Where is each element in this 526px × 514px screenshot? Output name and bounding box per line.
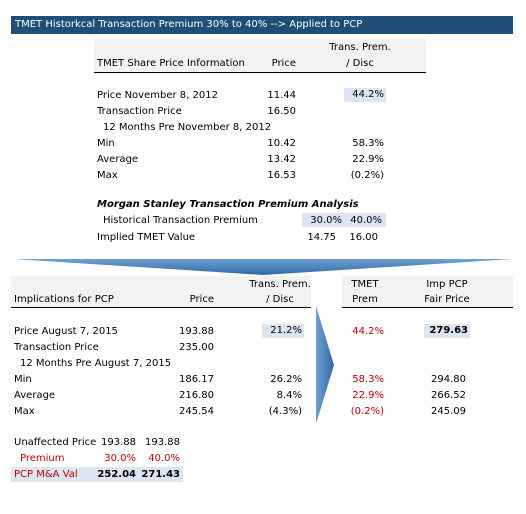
bottom-header-price: Price bbox=[189, 294, 214, 305]
hist-premium-label: Historical Transaction Premium bbox=[103, 215, 258, 226]
unaffected-price-high: 193.88 bbox=[145, 437, 180, 448]
bottom-row-prem: (4.3%) bbox=[268, 406, 302, 417]
bottom-row-price: 186.17 bbox=[179, 374, 214, 385]
bottom-row-label: Min bbox=[14, 374, 32, 385]
bottom-row-price: 245.54 bbox=[179, 406, 214, 417]
bottom-row-prem-highlight: 21.2% bbox=[262, 324, 304, 338]
bottom-row-imp: 245.09 bbox=[431, 406, 466, 417]
top-row-price: 13.42 bbox=[267, 154, 296, 165]
top-row-label: Price November 8, 2012 bbox=[97, 90, 218, 101]
bottom-header-label: Implications for PCP bbox=[14, 294, 114, 305]
top-row-price: 11.44 bbox=[267, 90, 296, 101]
top-row-prem-highlight: 44.2% bbox=[344, 88, 386, 102]
top-header-rule bbox=[94, 72, 426, 73]
bottom-row-price: 193.88 bbox=[179, 326, 214, 337]
right-chevron-arrow bbox=[312, 306, 338, 424]
bottom-row-imp: 294.80 bbox=[431, 374, 466, 385]
top-row-label: Transaction Price bbox=[97, 106, 182, 117]
top-row-price: 16.50 bbox=[267, 106, 296, 117]
title-bar: TMET Historkcal Transaction Premium 30% to 40% --> Applied to PCP bbox=[11, 16, 513, 34]
top-row-label: Max bbox=[97, 170, 118, 181]
bottom-row-label: Transaction Price bbox=[14, 342, 99, 353]
mna-value-high: 271.43 bbox=[141, 469, 180, 480]
implied-value-low: 14.75 bbox=[307, 232, 336, 243]
bottom-row-label: Average bbox=[14, 390, 56, 401]
bottom-row-imp-highlight: 279.63 bbox=[424, 324, 470, 338]
bottom-row-prem: 8.4% bbox=[276, 390, 302, 401]
unaffected-price-label: Unaffected Price bbox=[14, 437, 97, 448]
implied-value-label: Implied TMET Value bbox=[97, 232, 196, 243]
premium-low: 30.0% bbox=[104, 453, 136, 464]
top-row-price: 16.53 bbox=[267, 170, 296, 181]
bottom-header-tmet-1: TMET bbox=[351, 279, 379, 290]
top-row-label: 12 Months Pre November 8, 2012 bbox=[103, 122, 272, 133]
bottom-header-rule bbox=[11, 307, 311, 308]
bottom-row-imp: 266.52 bbox=[431, 390, 466, 401]
mna-value-low: 252.04 bbox=[97, 469, 136, 480]
unaffected-price-low: 193.88 bbox=[101, 437, 136, 448]
bottom-row-tmet: 44.2% bbox=[352, 326, 384, 337]
hist-premium-low: 30.0% bbox=[310, 215, 342, 226]
bottom-header-imp-2: Fair Price bbox=[424, 294, 470, 305]
bottom-row-label: Max bbox=[14, 406, 35, 417]
top-row-price: 10.42 bbox=[267, 138, 296, 149]
hist-premium-high: 40.0% bbox=[350, 215, 382, 226]
down-chevron-arrow bbox=[13, 255, 513, 277]
premium-high: 40.0% bbox=[148, 453, 180, 464]
top-row-prem: (0.2%) bbox=[350, 170, 384, 181]
bottom-header-prem-1: Trans. Prem. bbox=[249, 279, 311, 290]
implied-value-high: 16.00 bbox=[349, 232, 378, 243]
top-row-label: Average bbox=[97, 154, 139, 165]
bottom-row-price: 216.80 bbox=[179, 390, 214, 401]
top-row-label: Min bbox=[97, 138, 115, 149]
top-row-prem: 22.9% bbox=[352, 154, 384, 165]
bottom-row-tmet: 22.9% bbox=[352, 390, 384, 401]
top-row-prem: 58.3% bbox=[352, 138, 384, 149]
bottom-header-imp-1: Imp PCP bbox=[426, 279, 468, 290]
mna-value-label: PCP M&A Val bbox=[14, 469, 78, 480]
bottom-row-label: Price August 7, 2015 bbox=[14, 326, 118, 337]
bottom-row-label: 12 Months Pre August 7, 2015 bbox=[20, 358, 172, 369]
top-header-prem-2: / Disc bbox=[346, 58, 374, 69]
premium-label: Premium bbox=[20, 453, 65, 464]
bottom-header-rule-right bbox=[342, 307, 513, 308]
bottom-row-tmet: 58.3% bbox=[352, 374, 384, 385]
bottom-row-price: 235.00 bbox=[179, 342, 214, 353]
ms-section-title: Morgan Stanley Transaction Premium Analysis bbox=[97, 199, 359, 210]
top-header-price: Price bbox=[271, 58, 296, 69]
bottom-header-prem-2: / Disc bbox=[266, 294, 294, 305]
top-header-prem-1: Trans. Prem. bbox=[329, 42, 391, 53]
top-header-label: TMET Share Price Information bbox=[97, 58, 245, 69]
bottom-row-tmet: (0.2%) bbox=[350, 406, 384, 417]
bottom-header-tmet-2: Prem bbox=[352, 294, 378, 305]
bottom-row-prem: 26.2% bbox=[270, 374, 302, 385]
